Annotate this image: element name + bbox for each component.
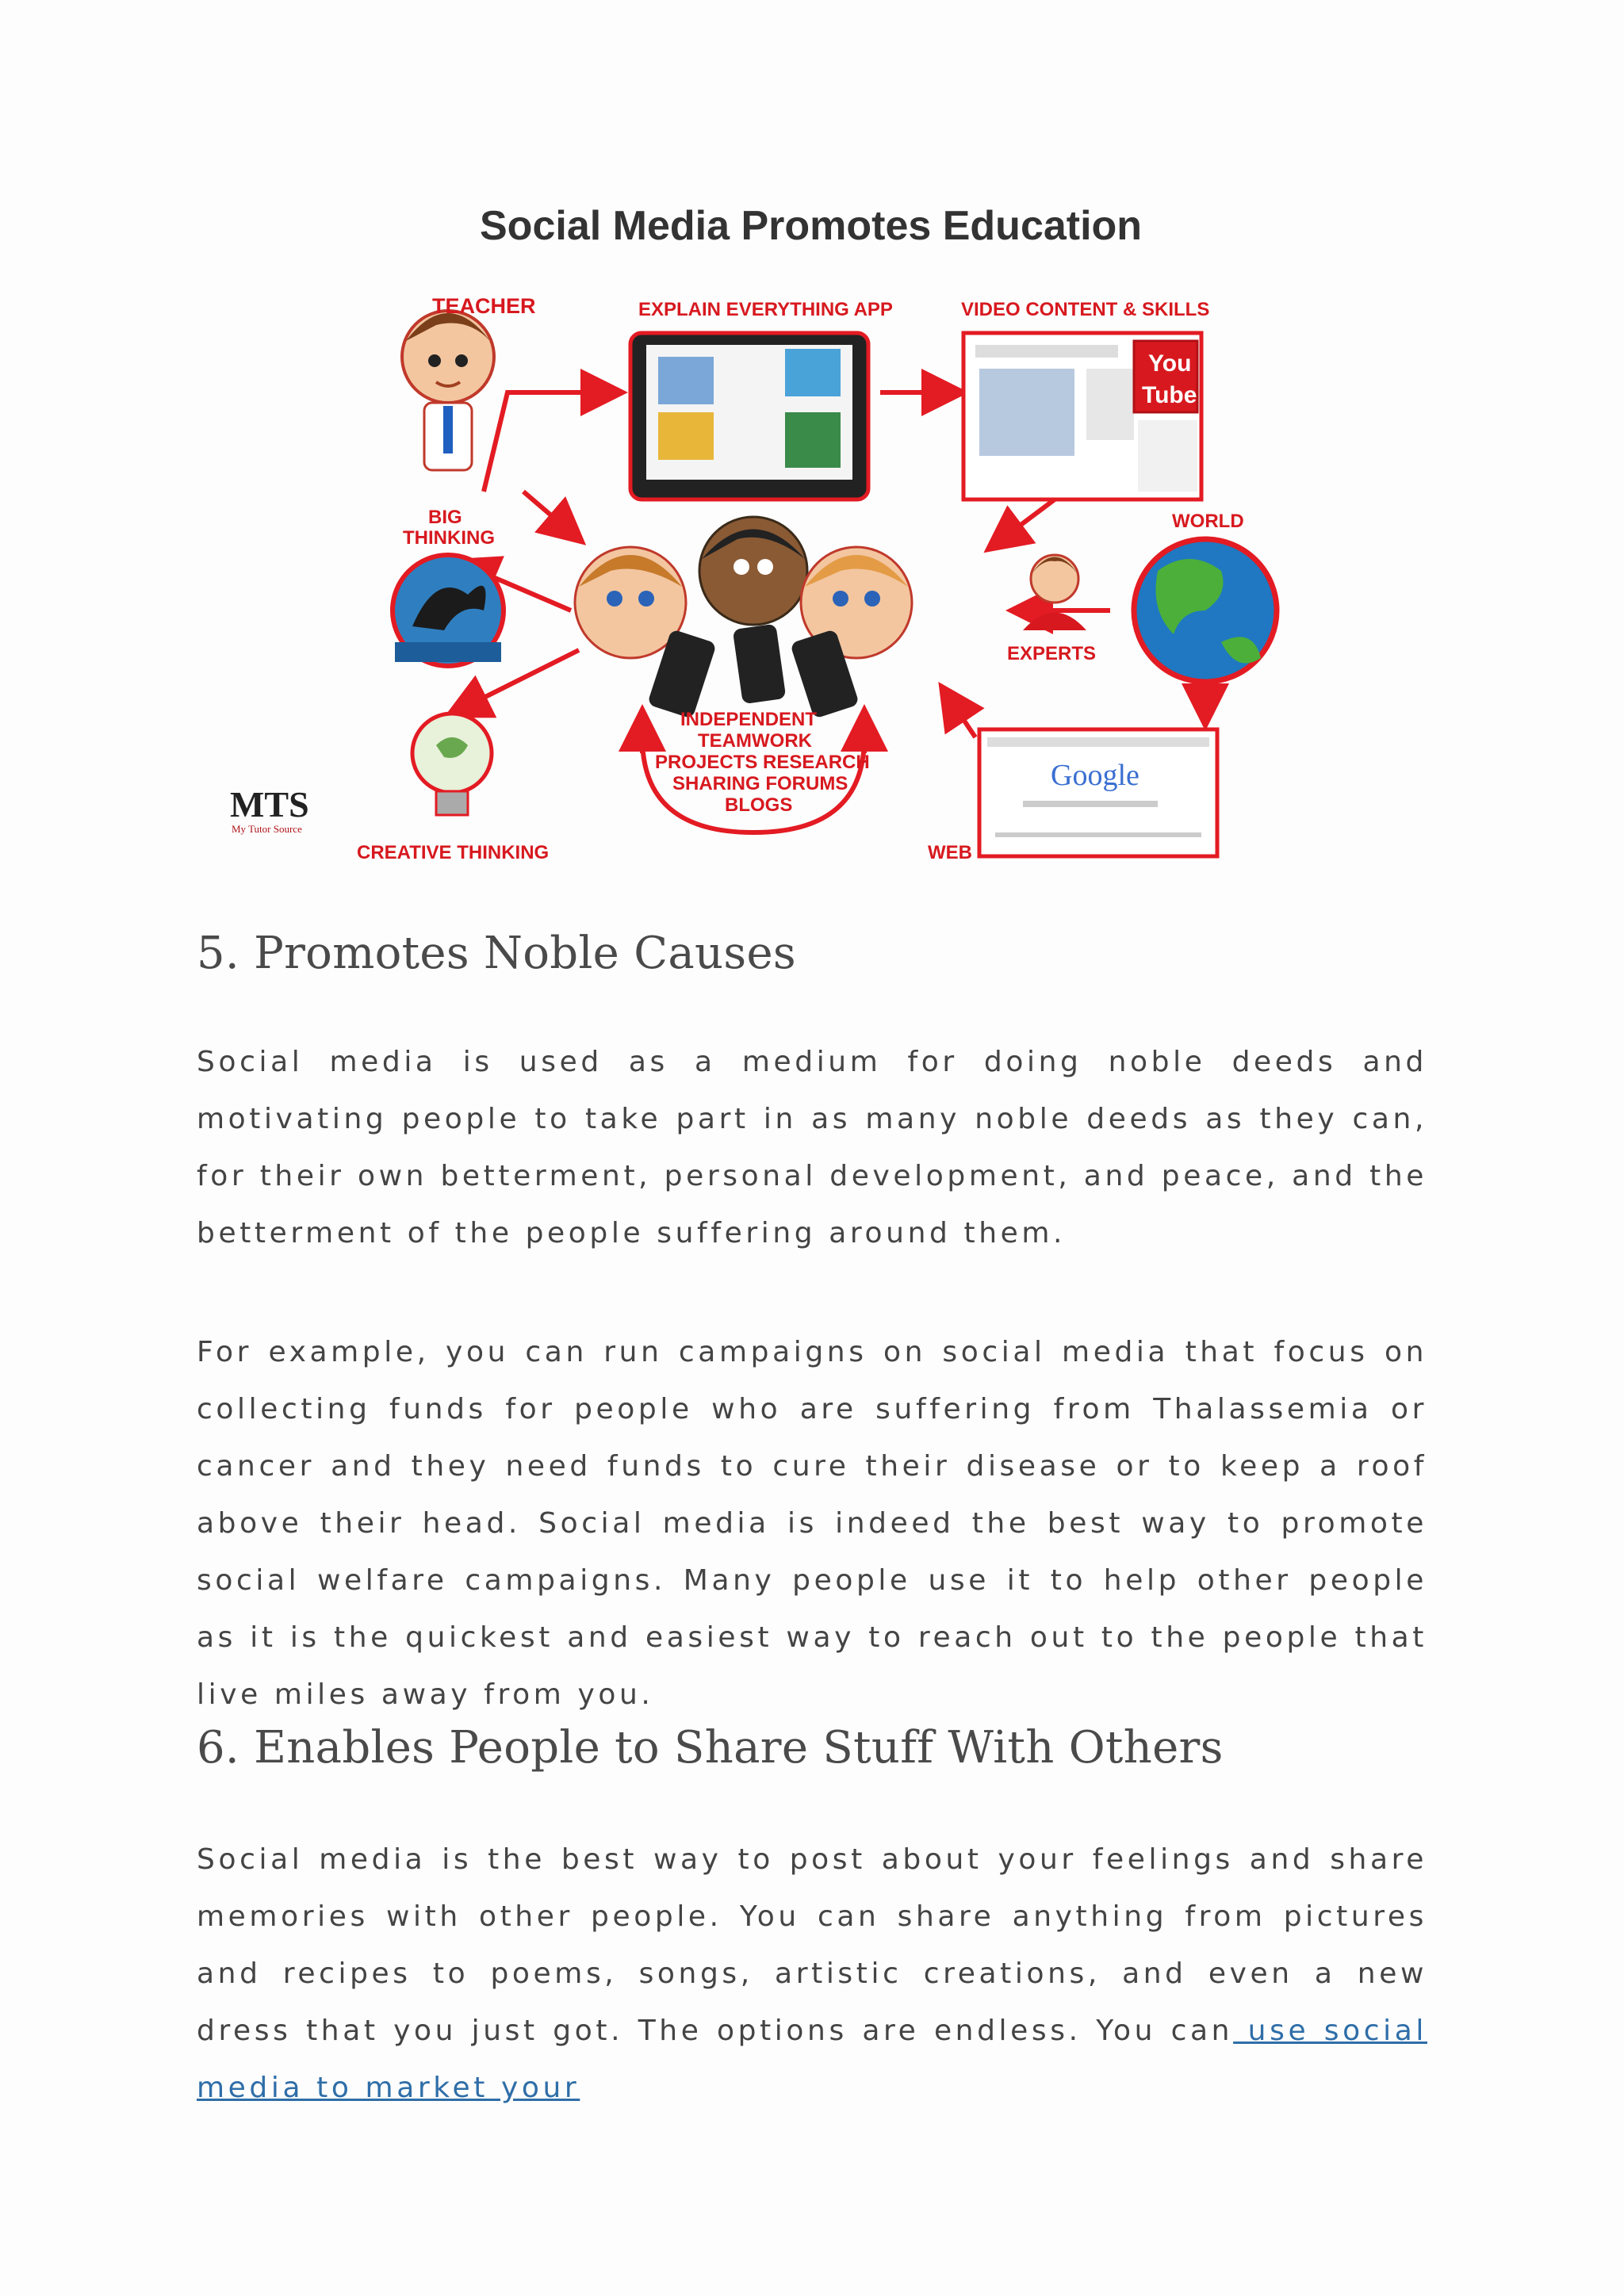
paragraph-share-stuff-text: Social media is the best way to post about your feelings and share memories with other people. You can share anything from pictures and recipes to poems, songs, artistic creations, and even a new dress that you just got. The options are endless. You can: [197, 1843, 1427, 2047]
social-media-education-infographic: [198, 198, 1308, 880]
experts-label: EXPERTS: [1007, 643, 1097, 664]
paragraph-share-stuff: [197, 1831, 1427, 2117]
independent-label-line5: BLOGS: [725, 794, 793, 816]
infographic-svg: [198, 198, 1308, 880]
independent-label-line3: PROJECTS RESEARCH: [655, 752, 870, 773]
creative-thinking-label: CREATIVE THINKING: [357, 842, 550, 863]
lightbulb-icon: [412, 714, 492, 815]
whale-tail-icon: [393, 555, 504, 666]
market-link[interactable]: use social media to market your: [197, 2015, 1427, 2104]
mts-logo-subtext: My Tutor Source: [232, 823, 302, 835]
paragraph-noble-causes-1: Social media is used as a medium for doing noble deeds and motivating people to take part in as many noble deeds as they can, for their own betterment, personal development, and peace, and the betterment of the people suffering around them.: [197, 1046, 1427, 1249]
students-with-phones-icon: [575, 517, 912, 719]
infographic-title: Social Media Promotes Education: [480, 203, 1143, 249]
explain-everything-tablet-icon: [630, 333, 868, 499]
video-content-screen-icon: [963, 333, 1201, 499]
world-label: WORLD: [1172, 511, 1244, 532]
independent-label-line4: SHARING FORUMS: [672, 773, 848, 794]
section-heading-share-stuff: 6. Enables People to Share Stuff With Others: [197, 1722, 1224, 1774]
mts-logo: [230, 784, 309, 835]
youtube-tube-text: Tube: [1142, 382, 1197, 408]
teacher-icon: [402, 311, 494, 470]
video-content-label: VIDEO CONTENT & SKILLS: [961, 299, 1210, 320]
big-thinking-label-line2: THINKING: [403, 527, 495, 549]
globe-icon: [1134, 539, 1277, 682]
explain-app-label: EXPLAIN EVERYTHING APP: [638, 299, 893, 320]
independent-label-line1: INDEPENDENT: [680, 709, 818, 730]
teacher-label: TEACHER: [432, 294, 536, 318]
section-heading-noble-causes: 5. Promotes Noble Causes: [197, 928, 796, 979]
expert-person-icon: [1023, 555, 1086, 630]
big-thinking-label-line1: BIG: [428, 507, 462, 528]
google-logo-text: Google: [1051, 759, 1139, 792]
independent-label-line2: TEAMWORK: [698, 730, 812, 752]
web-label: WEB: [928, 842, 972, 863]
mts-logo-text: MTS: [230, 784, 309, 825]
google-web-screen-icon: [979, 729, 1217, 856]
youtube-you-text: You: [1148, 350, 1192, 377]
paragraph-noble-causes-2: For example, you can run campaigns on social media that focus on collecting funds for people who are suffering from Thalassemia or cancer and they need funds to cure their disease or to keep a roof above their head. Social media is indeed the best way to promote social welfare campaigns. Many people use it to help other people as it is the quickest and easiest way to reach out to the people that live miles away from you.: [197, 1336, 1427, 1711]
